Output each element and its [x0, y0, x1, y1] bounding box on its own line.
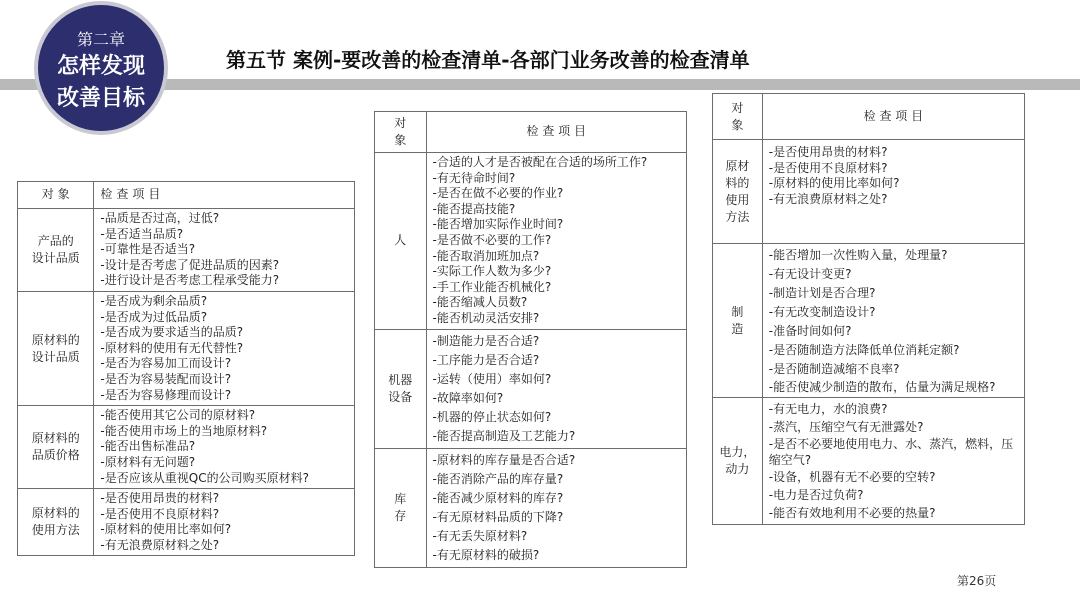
table1-header-object: 对 象 [18, 182, 94, 209]
chapter-title-line2: 改善目标 [56, 86, 145, 111]
row-object: 原材 料的 使用 方法 [713, 140, 763, 244]
row-object: 产品的 设计品质 [18, 209, 94, 292]
table1-header-items: 检查项目 [94, 182, 355, 209]
row-items: -是否使用昂贵的材料? -是否使用不良原材料? -原材料的使用比率如何? -有无浪费原材料之处? [94, 489, 355, 556]
table-row [18, 489, 355, 556]
row-items: -能否增加一次性购入量，处理量? -有无设计变更? -制造计划是否合理? -有无改变制造设计? -准备时间如何? -是否随制造方法降低单位消耗定额? -是否随制造减缩不良率? -能否使减少制造的散布，估量为满足规格? [762, 244, 1024, 398]
table3-header-object: 对 象 [713, 94, 763, 140]
row-items: -是否使用昂贵的材料? -是否使用不良原材料? -原材料的使用比率如何? -有无浪费原材料之处? [762, 140, 1024, 244]
page-title: 第五节 案例-要改善的检查清单-各部门业务改善的检查清单 [226, 48, 750, 72]
chapter-badge [34, 1, 168, 135]
table2-header-object: 对 象 [375, 112, 427, 153]
row-items: -原材料的库存量是否合适? -能否消除产品的库存量? -能否减少原材料的库存? -有无原材料品质的下降? -有无丢失原材料? -有无原材料的破损? [426, 448, 686, 567]
row-items: -合适的人才是否被配在合适的场所工作? -有无待命时间? -是否在做不必要的作业? -能否提高技能? -能否增加实际作业时间? -是否做不必要的工作? -能否取消加班加点? -实际工作人数为多少? -手工作业能否机械化? -能否缩减人员数? -能否机动灵活安排? [426, 153, 686, 330]
table-row [18, 291, 355, 405]
row-items: -品质是否过高，过低? -是否适当品质? -可靠性是否适当? -设计是否考虑了促进品质的因素? -进行设计是否考虑工程承受能力? [94, 209, 355, 292]
row-items: -有无电力，水的浪费? -蒸汽，压缩空气有无泄露处? -是否不必要地使用电力、水、蒸汽，燃料，压缩空气? -设备，机器有无不必要的空转? -电力是否过负荷? -能否有效地利用不必要的热量? [762, 398, 1024, 525]
table2-header-items: 检 查 项 目 [426, 112, 686, 153]
table-row [375, 153, 687, 330]
row-object: 原材料的 品质价格 [18, 406, 94, 489]
table-row [375, 448, 687, 567]
table-row [713, 244, 1025, 398]
row-object: 机器 设备 [375, 329, 427, 448]
checklist-table-design-quality [17, 181, 355, 556]
row-items: -是否成为剩余品质? -是否成为过低品质? -是否成为要求适当的品质? -原材料的使用有无代替性? -是否为容易加工而设计? -是否为容易装配而设计? -是否为容易修理而设计? [94, 291, 355, 405]
table-row [18, 406, 355, 489]
row-object: 库 存 [375, 448, 427, 567]
row-items: -制造能力是否合适? -工序能力是否合适? -运转（使用）率如何? -故障率如何? -机器的停止状态如何? -能否提高制造及工艺能力? [426, 329, 686, 448]
checklist-table-people-equipment [374, 111, 687, 568]
chapter-title-line1: 怎样发现 [56, 54, 145, 79]
row-items: -能否使用其它公司的原材料? -能否使用市场上的当地原材料? -能否出售标准品? -原材料有无问题? -是否应该从重视QC的公司购买原材料? [94, 406, 355, 489]
table3-header-items: 检 查 项 目 [762, 94, 1024, 140]
table-row [18, 209, 355, 292]
table-row [375, 329, 687, 448]
table-row [713, 140, 1025, 244]
row-object: 制 造 [713, 244, 763, 398]
row-object: 人 [375, 153, 427, 330]
row-object: 电力， 动力 [713, 398, 763, 525]
table-row [713, 398, 1025, 525]
chapter-number: 第二章 [76, 30, 125, 49]
row-object: 原材料的 使用方法 [18, 489, 94, 556]
checklist-table-manufacturing-power [712, 93, 1025, 525]
page-number: 第26页 [957, 574, 997, 588]
row-object: 原材料的 设计品质 [18, 291, 94, 405]
